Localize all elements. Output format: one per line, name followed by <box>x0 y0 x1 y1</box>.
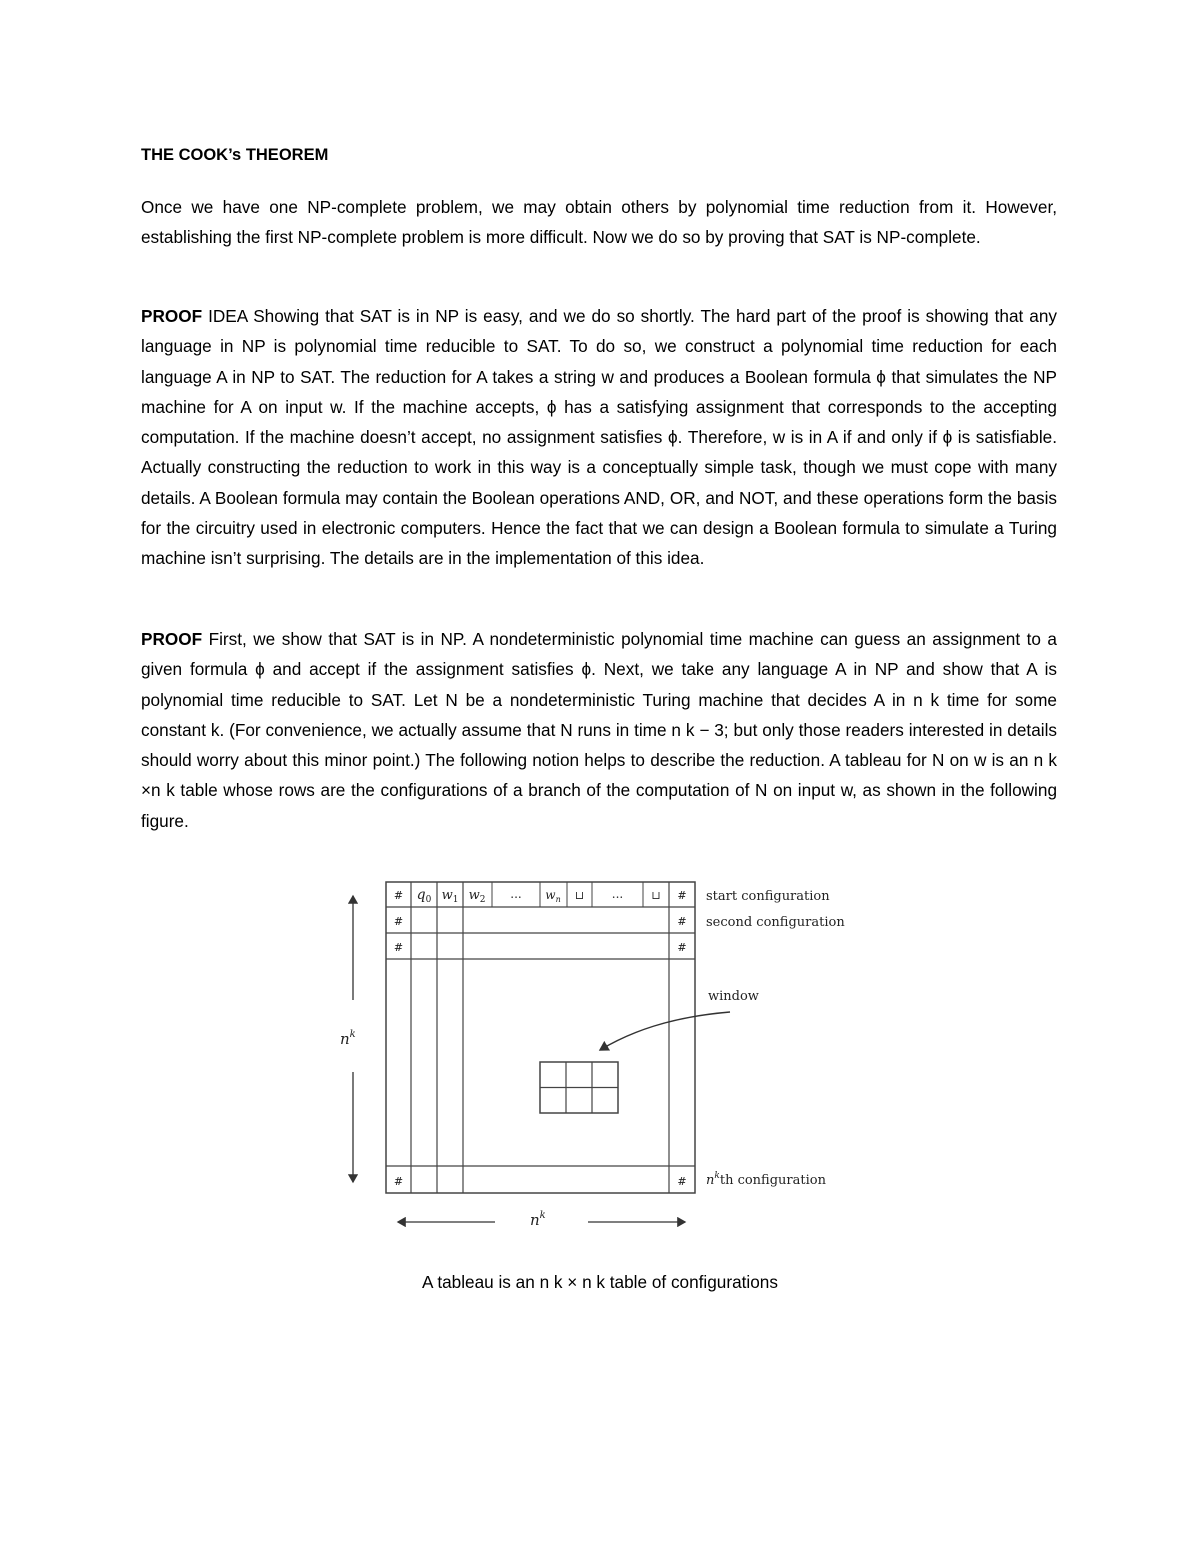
window-grid <box>540 1062 618 1113</box>
cell-ellipsis-1: ... <box>510 887 522 901</box>
cell-blank-1: ⊔ <box>574 889 585 902</box>
cell-w1: $w_1$ <box>441 888 459 905</box>
window-label: window <box>708 989 759 1004</box>
cell-hash-last-left: # <box>393 1175 404 1188</box>
cell-hash-row2-left: # <box>393 915 404 928</box>
cell-ellipsis-2: ... <box>611 887 624 901</box>
tableau-figure <box>330 872 870 1242</box>
proof-text: First, we show that SAT is in NP. A nondeterministic polynomial time machine can guess an assignment to a given formula ϕ and accept if the assignment satisfies ϕ. Next, we take any language A in NP and show that A is polynomial time reducible to SAT. Let N be a nondeterministic Turing machine that decides A in n k time for some constant k. (For convenience, we actually assume that N runs in time n k − 3; but only those readers interested in details should worry about this minor point.) The following notion helps to describe the reduction. A tableau for N on w is an n k ×n k table whose rows are the configurations of a branch of the computation of N on input w, as shown in the following figure. <box>141 629 1057 831</box>
start-configuration-label: start configuration <box>706 889 830 904</box>
proof-idea-text: IDEA Showing that SAT is in NP is easy, and we do so shortly. The hard part of the proof is showing that any language in NP is polynomial time reducible to SAT. To do so, we construct a polynomial time reduction for each language A in NP to SAT. The reduction for A takes a string w and produces a Boolean formula ϕ that simulates the NP machine for A on input w. If the machine accepts, ϕ has a satisfying assignment that corresponds to the accepting computation. If the machine doesn’t accept, no assignment satisfies ϕ. Therefore, w is in A if and only if ϕ is satisfiable. Actually constructing the reduction to work in this way is a conceptually simple task, though we must cope with many details. A Boolean formula may contain the Boolean operations AND, OR, and NOT, and these operations form the basis for the circuitry used in electronic computers. Hence the fact that we can design a Boolean formula to simulate a Turing machine isn’t surprising. The details are in the implementation of this idea. <box>141 306 1057 569</box>
cell-q0: $q_0$ <box>416 887 432 905</box>
cell-wn: $w_n$ <box>545 888 561 904</box>
nk-th-configuration-label: $n^kth$ configuration <box>706 1171 826 1188</box>
document-title: THE COOK’s THEOREM <box>141 146 329 164</box>
cell-hash-row3-left: # <box>393 941 404 954</box>
cell-blank-2: ⊔ <box>651 889 661 902</box>
cell-hash-row3-right: # <box>677 941 687 954</box>
tableau-diagram <box>330 872 870 1242</box>
figure-caption: A tableau is an n k × n k table of configurations <box>422 1272 778 1292</box>
cell-hash-last-right: # <box>677 1175 687 1188</box>
cell-hash-start: # <box>393 889 404 902</box>
window-arrow <box>600 1012 730 1050</box>
proof-lead: PROOF <box>141 629 203 649</box>
proof-paragraph <box>141 624 1057 836</box>
proof-idea-paragraph <box>141 301 1057 574</box>
cell-w2: $w_2$ <box>468 888 486 905</box>
proof-idea-lead: PROOF <box>141 306 203 326</box>
cell-hash-end: # <box>677 889 687 902</box>
intro-paragraph: Once we have one NP-complete problem, we may obtain others by polynomial time reduction from it. However, establishing the first NP-complete problem is more difficult. Now we do so by proving that SAT is NP-complete. <box>141 197 1057 248</box>
nk-side-label: $n^k$ <box>340 1029 356 1048</box>
second-configuration-label: second configuration <box>706 915 845 930</box>
tableau-outer-frame <box>386 882 695 1193</box>
nk-bottom-label: $n^k$ <box>530 1210 546 1229</box>
cell-hash-row2-right: # <box>677 915 687 928</box>
